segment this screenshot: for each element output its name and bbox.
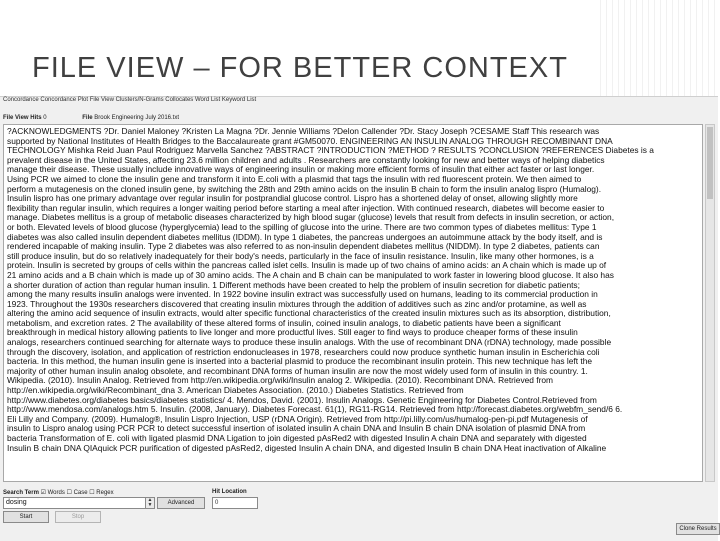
text-line: altering the amino acid sequence of insulin extracts, would alter specific functional characteristics of the created insulin mixtures such as its absorption, distribution,	[7, 309, 611, 319]
hit-location-label: Hit Location	[212, 489, 247, 495]
text-line: still produce insulin, but do so relatively inadequately for their body's needs, particularly in the face of insulin resistance. Insulin, like many other hormones, is a	[7, 251, 594, 261]
text-line: http://www.diabetes.org/diabetes basics/diabetes statistics/ 4. Mendos, David. (2001). Insulin Analogs. Genetic Engineering for Diabetes Control.Retrieved from	[7, 395, 597, 405]
text-line: rendered incapable of making insulin. Type 2 diabetes was also referred to as non-insulin dependent diabetes mellitus (NIDDM). In type 2 diabetes, patients can	[7, 242, 600, 252]
file-info-bar	[3, 115, 179, 124]
text-line: or both. Elevated levels of blood glucose (hyperglycemia) lead to the spilling of glucose into the urine. There are two common types of diabetes mellitus: Type 1	[7, 222, 597, 232]
file-name: Brook Engineering July 2016.txt	[94, 115, 179, 121]
stop-button[interactable]: Stop	[55, 511, 101, 523]
hits-label: File View Hits	[3, 115, 42, 121]
text-line: supported by National Institutes of Health Bridges to the Baccalaureate grant #GM50070. ENGINEERING AN INSULIN ANALOG THROUGH RECOMBINANT DNA	[7, 136, 613, 146]
text-line: bacteria. In this method, the human insulin gene is inserted into a bacterial plasmid to produce the recombinant insulin protein. This new technique has left the	[7, 357, 593, 367]
text-line: Insulin lispro has one primary advantage over regular insulin for postprandial glucose control. Lispro has a shortened delay of onset, allowing slightly more	[7, 194, 578, 204]
text-line: http://www.mendosa.com/analogs.htm 5. Insulin. (2008, January). Diabetes Forecast. 61(1), RG11-RG14. Retrieved from http://forecast.diabetes.org/webfm_send/6 6.	[7, 405, 623, 415]
text-line: flexibility than regular insulin, which requires a longer waiting period before starting a meal after injection. With continued research, diabetes will become easier to	[7, 203, 605, 213]
text-line: TECHNOLOGY Mishka Reid Juan Paul Rodriguez Marvella Sanchez ?ABSTRACT ?INTRODUCTION ?METHOD ? RESULTS ?CONCLUSION ?REFERENCES Diabetes is a	[7, 146, 654, 156]
clone-results-button[interactable]: Clone Results	[676, 523, 720, 535]
text-line: Eli Lilly and Company. (2009). Humalog®, Insulin Lispro Injection, USP (rDNA Origin). Retrieved from http://pi.lilly.com/us/humalog-pen-pi.pdf Mutagenesis of	[7, 414, 588, 424]
text-line: protein. Insulin is secreted by groups of cells within the pancreas called islet cells. Insulin is made up of two chains of amino acids: an A chain which is made up of	[7, 261, 607, 271]
file-label: File	[82, 115, 93, 121]
text-line: prevalent disease in the United States, affecting 23.6 million children and adults . Researchers are constantly looking for new and better ways of helping diabetics	[7, 155, 605, 165]
slide-title: FILE VIEW – FOR BETTER CONTEXT	[32, 52, 568, 84]
window-tab-bar[interactable]: Concordance Concordance Plot File View Clusters/N-Grams Collocates Word List Keyword List	[3, 97, 257, 103]
hit-location-field[interactable]: 0	[212, 497, 258, 509]
text-line: manage. Diabetes mellitus is a group of metabolic diseases characterized by high blood sugar (glucose) levels that result from defects in insulin secretion, or action,	[7, 213, 615, 223]
text-line: metabolism, and excretion rates. 2 The availability of these altered forms of insulin, coined insulin analogs, to diabetic patients have been a significant	[7, 318, 561, 328]
text-line: majority of other human insulin analog obsolete, and recombinant DNA forms of human insulin are now the most widely used form of insulin in this country. 1.	[7, 366, 588, 376]
text-line: ?ACKNOWLEDGMENTS ?Dr. Daniel Maloney ?Kristen La Magna ?Dr. Jennie Williams ?Delon Callender ?Dr. Stacy Joseph ?CESAME Staff This research was	[7, 127, 600, 136]
search-term-row	[3, 489, 114, 496]
text-line: perform a mutagenesis on the cloned insulin gene, by switching the 28th and 29th amino acids on the insulin B chain to form the insulin analog lispro (Humalog).	[7, 184, 602, 194]
text-line: Insulin B chain DNA QIAquick PCR purification of digested pAsRed2, digested Insulin A chain DNA, and digested Insulin B chain DNA Heat inactivation of Alkaline	[7, 443, 607, 453]
advanced-button[interactable]: Advanced	[157, 497, 205, 509]
spin-arrows-icon[interactable]: ▲ ▼	[145, 497, 155, 509]
search-term-label: Search Term	[3, 490, 39, 496]
start-button[interactable]: Start	[3, 511, 49, 523]
text-line: Wikipedia. (2010). Insulin Analog. Retrieved from http://en.wikipedia.org/wiki/Insulin analog 2. Wikipedia. (2010). Recombinant DNA. Retrieved from	[7, 376, 554, 386]
text-line: through the discovery, isolation, and application of restriction endonucleases in 1978, researchers could now produce synthetic human insulin in Escherichia coli	[7, 347, 600, 357]
text-line: 21 amino acids and a B chain which is made up of 30 amino acids. The A chain and B chain can be manipulated to work faster in lowering blood glucose. It also has	[7, 270, 614, 280]
text-line: 1923. Throughout the 1930s researchers discovered that creating insulin mixtures through the addition of additives such as zinc and/or protamine, as well as	[7, 299, 587, 309]
text-line: a shorter duration of action than regular human insulin. 1 Different methods have been created to help the problem of insulin secretion for diabetic patients;	[7, 280, 580, 290]
search-options[interactable]: ☑ Words ☐ Case ☐ Regex	[40, 490, 114, 496]
search-input[interactable]: dosing	[3, 497, 149, 509]
text-line: diabetes was also called insulin dependent diabetes mellitus (IDDM). In type 1 diabetes, the pancreas undergoes an autoimmune attack by the body itself, and is	[7, 232, 603, 242]
text-line: manage their disease. These usually include innovative ways of engineering insulin or making more efficient forms of insulin that either act faster or last longer.	[7, 165, 595, 175]
scrollbar-thumb[interactable]	[707, 127, 713, 199]
text-line: analogs, researchers continued searching for alternate ways to produce these insulin analogs. With the use of recombinant DNA (rDNA) technology, made possible	[7, 338, 612, 348]
text-line: Using PCR we aimed to clone the insulin gene and transform it into E.coli with a plasmid that tags the insulin with red fluorescent protein. We then aimed to	[7, 174, 582, 184]
text-line: http://en.wikipedia.org/wiki/Recombinant_dna 3. American Diabetes Association. (2010.) Diabetes Statistics. Retrieved from	[7, 386, 464, 396]
text-line: insulin to Lispro analog using PCR PCR to detect successful insertion of isolated insulin A chain DNA and Insulin B chain DNA isolation of plasmid DNA from	[7, 424, 586, 434]
file-text-view[interactable]	[3, 124, 703, 482]
text-line: among the many results insulin analogs were invented. In 1922 bovine insulin extract was successfully used on humans, leading to its commercial production in	[7, 290, 598, 300]
hits-value: 0	[43, 115, 47, 121]
antconc-window	[0, 96, 718, 541]
text-line: bacteria Transformation of E. coli with ligated plasmid DNA Ligation to join digested pAsRed2 with digested Insulin A chain DNA and separately with digested	[7, 434, 587, 443]
text-line: breakthrough in medical history allowing patients to live longer and more productful lives. Still eager to find ways to produce cheaper forms of these insulin	[7, 328, 578, 338]
vertical-scrollbar[interactable]	[705, 124, 715, 482]
